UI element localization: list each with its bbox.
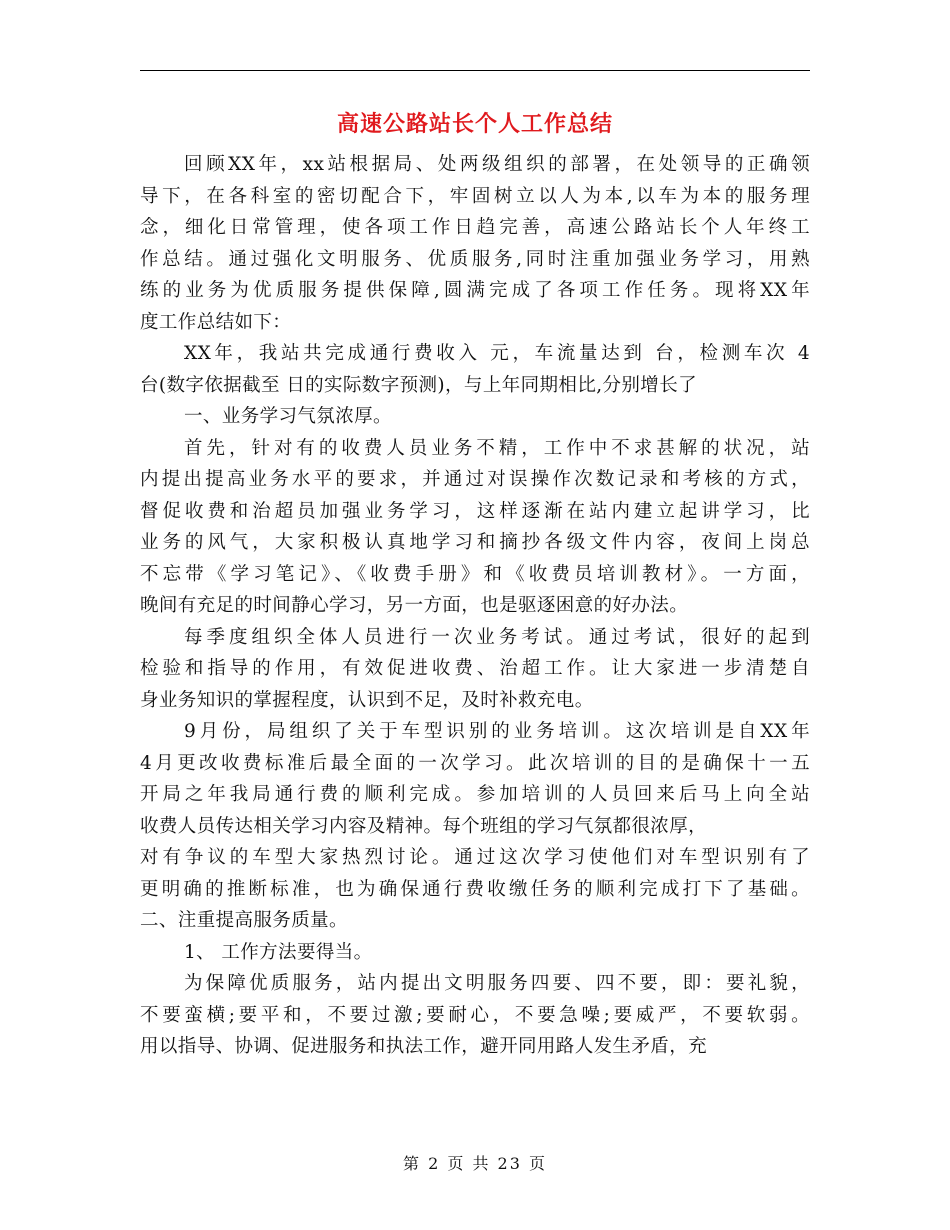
paragraph-line: 作总结。通过强化文明服务、优质服务,同时注重加强业务学习，用熟	[140, 248, 810, 270]
paragraph-line: 回顾XX年，xx站根据局、处两级组织的部署，在处领导的正确领	[184, 154, 810, 175]
paragraph-line: 首先，针对有的收费人员业务不精，工作中不求甚解的状况，站	[184, 437, 810, 459]
paragraph-line: 身业务知识的掌握程度，认识到不足，及时补救充电。	[140, 689, 594, 711]
paragraph-line: 用以指导、协调、促进服务和执法工作，避开同用路人发生矛盾，充	[140, 1036, 708, 1057]
paragraph-line: 每季度组织全体人员进行一次业务考试。通过考试，很好的起到	[184, 626, 810, 648]
paragraph-line: 晚间有充足的时间静心学习，另一方面，也是驱逐困意的好办法。	[140, 595, 689, 616]
paragraph-line: 不要蛮横;要平和，不要过激;要耐心，不要急噪;要威严，不要软弱。	[140, 1004, 810, 1026]
paragraph-line: 收费人员传达相关学习内容及精神。每个班组的学习气氛都很浓厚，	[140, 815, 708, 837]
header-rule	[140, 70, 810, 71]
section-heading: 一、业务学习气氛浓厚。	[184, 406, 392, 427]
section-heading: 二、注重提高服务质量。	[140, 910, 348, 931]
subsection-heading: 1、 工作方法要得当。	[184, 941, 373, 963]
paragraph-line: XX年，我站共完成通行费收入 元，车流量达到 台，检测车次 4	[184, 343, 810, 364]
document-body	[140, 149, 810, 1063]
paragraph-line: 度工作总结如下：	[140, 311, 292, 333]
paragraph-line: 台(数字依据截至 日的实际数字预测)，与上年同期相比,分别增长了	[140, 374, 697, 396]
paragraph-line: 更明确的推断标准，也为确保通行费收缴任务的顺利完成打下了基础。	[140, 878, 810, 900]
page-number-footer: 第 2 页 共 23 页	[403, 1154, 547, 1173]
document-title: 高速公路站长个人工作总结	[336, 111, 613, 137]
paragraph-line: 对有争议的车型大家热烈讨论。通过这次学习使他们对车型识别有了	[140, 847, 810, 868]
paragraph-line: 不忘带《学习笔记》、《收费手册》和《收费员培训教材》。一方面，	[140, 563, 810, 585]
paragraph-line: 为保障优质服务，站内提出文明服务四要、四不要，即：要礼貌，	[184, 973, 810, 994]
paragraph-line: 练的业务为优质服务提供保障,圆满完成了各项工作任务。现将XX年	[140, 280, 810, 301]
paragraph-line: 督促收费和治超员加强业务学习，这样逐渐在站内建立起讲学习，比	[140, 500, 810, 522]
paragraph-line: 检验和指导的作用，有效促进收费、治超工作。让大家进一步清楚自	[140, 658, 810, 679]
paragraph-line: 4月更改收费标准后最全面的一次学习。此次培训的目的是确保十一五	[140, 752, 810, 774]
paragraph-line: 导下，在各科室的密切配合下，牢固树立以人为本,以车为本的服务理	[140, 185, 810, 207]
paragraph-line: 开局之年我局通行费的顺利完成。参加培训的人员回来后马上向全站	[140, 784, 810, 805]
paragraph-line: 业务的风气，大家积极认真地学习和摘抄各级文件内容，夜间上岗总	[140, 532, 810, 553]
paragraph-line: 内提出提高业务水平的要求，并通过对误操作次数记录和考核的方式，	[140, 469, 810, 490]
paragraph-line: 念，细化日常管理，使各项工作日趋完善，高速公路站长个人年终工	[140, 217, 810, 238]
paragraph-line: 9月份，局组织了关于车型识别的业务培训。这次培训是自XX年	[184, 721, 810, 742]
